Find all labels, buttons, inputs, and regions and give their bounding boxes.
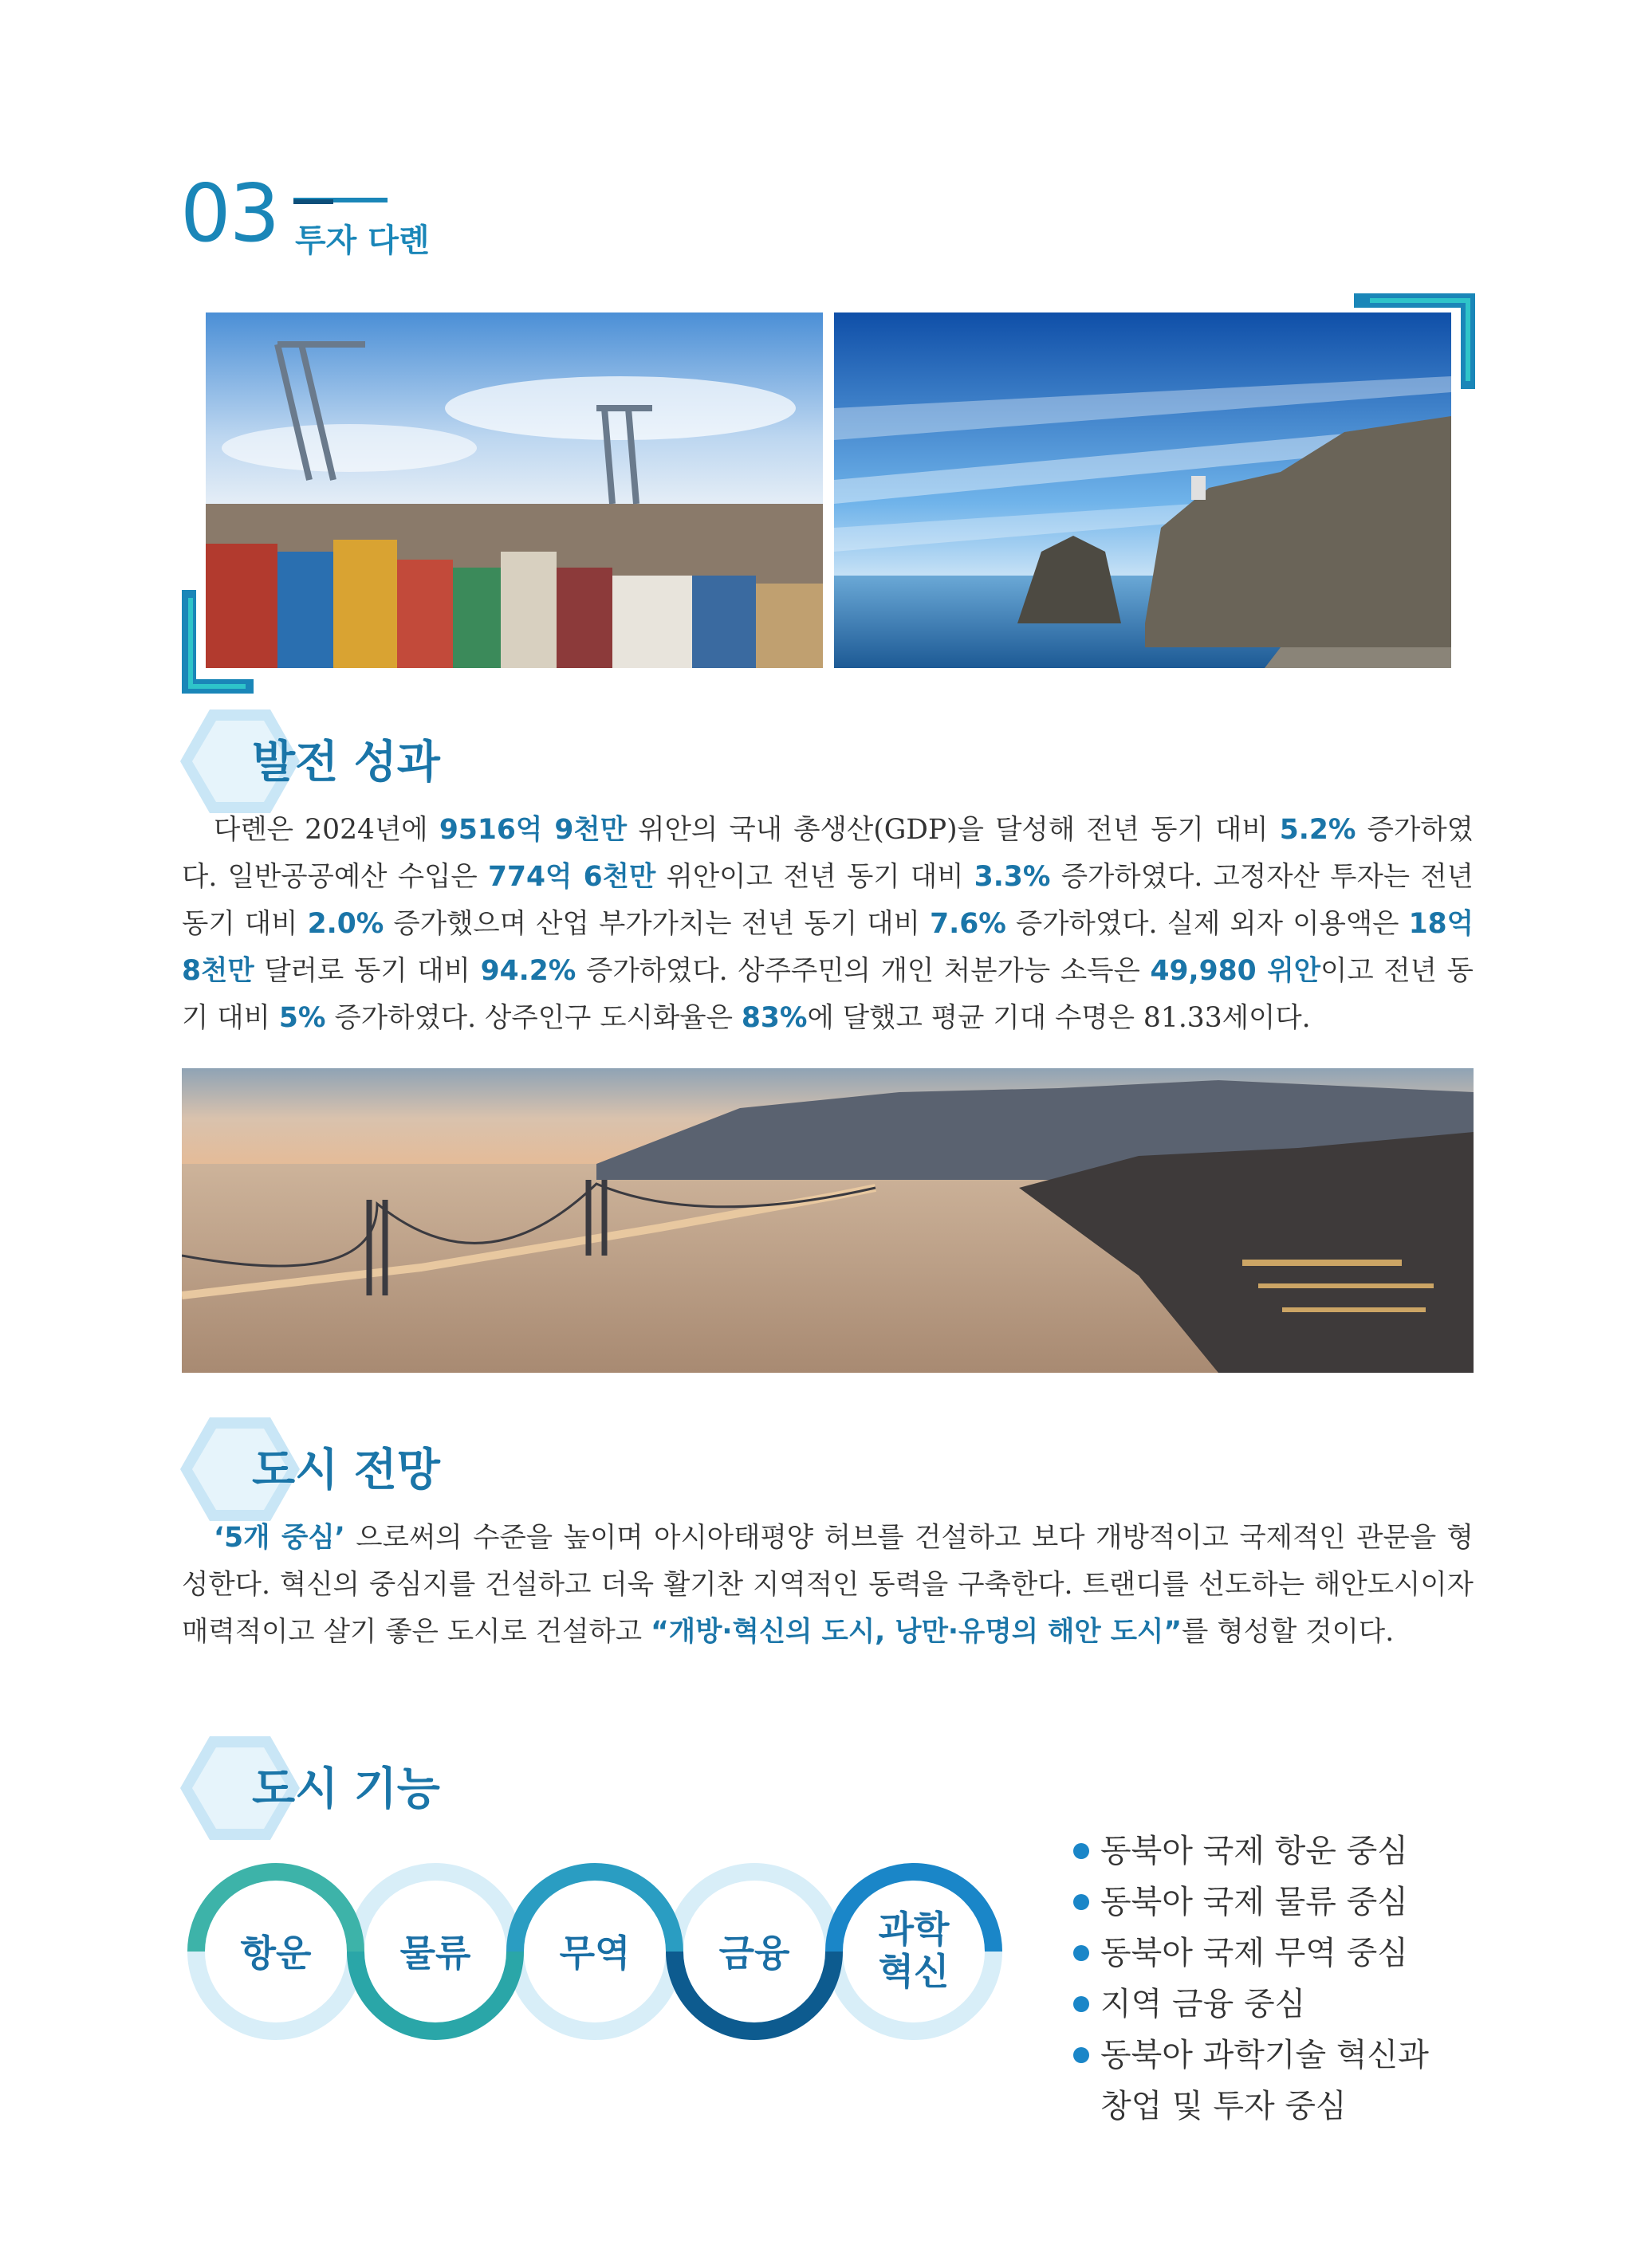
highlight-text: 94.2%: [480, 955, 576, 987]
body-text: 달러로 동기 대비: [254, 955, 481, 987]
function-bullet-list: [1068, 1826, 1429, 2132]
outlook-paragraph: [182, 1515, 1474, 1656]
list-item: 동북아 국제 항운 중심: [1068, 1826, 1429, 1877]
highlight-text: “개방·혁신의 도시, 낭만·유명의 해안 도시”: [651, 1616, 1182, 1648]
bullet-dot-icon: [1073, 1894, 1089, 1910]
list-item: 동북아 과학기술 혁신과: [1068, 2030, 1429, 2081]
body-text: 증가했으며 산업 부가가치는 전년 동기 대비: [384, 908, 931, 940]
body-text: 다롄은 2024년에: [214, 814, 439, 846]
body-text: 를 형성할 것이다.: [1182, 1616, 1395, 1648]
bullet-dot-icon: [1073, 1843, 1089, 1859]
bullet-dot-icon: [1073, 2047, 1089, 2063]
highlight-text: ‘5개 중심’: [214, 1522, 345, 1554]
list-item: 동북아 국제 무역 중심: [1068, 1928, 1429, 1979]
highlight-text: 9516억 9천만: [439, 814, 628, 846]
highlight-text: 5.2%: [1279, 814, 1356, 846]
highlight-text: 2.0%: [307, 908, 384, 940]
list-item: 지역 금융 중심: [1068, 1979, 1429, 2030]
circle-label-science-line1: 과학: [878, 1908, 950, 1951]
bullet-dot-icon: [1073, 1945, 1089, 1961]
highlight-text: 18억 8천만: [182, 908, 1474, 987]
body-text: 에 달했고 평균 기대 수명은 81.33세이다.: [807, 1002, 1311, 1034]
coastal-rock-photo: [834, 312, 1451, 668]
highlight-text: 49,980 위안: [1150, 955, 1321, 987]
body-text: 위안이고 전년 동기 대비: [655, 861, 974, 893]
port-container-photo: [206, 312, 823, 668]
highlight-text: 3.3%: [974, 861, 1051, 893]
circle-label-shipping: 항운: [240, 1932, 312, 1975]
body-text: 위안의 국내 총생산(GDP)을 달성해 전년 동기 대비: [627, 814, 1280, 846]
body-text: 증가하였다. 상주주민의 개인 처분가능 소득은: [576, 955, 1151, 987]
highlight-text: 7.6%: [930, 908, 1006, 940]
chapter-subtitle: 투자 다롄: [295, 222, 430, 259]
circle-label-science: [858, 1908, 970, 1993]
body-text: 으로써의 수준을 높이며 아시아태평양 허브를 건설하고 보다 개방적이고 국제적인 관문을 형성한다. 혁신의 중심지를 건설하고 더욱 활기찬 지역적인 동력을 구축한다. 트랜디를 선도하는 해안도시이자 매력적이고 살기 좋은 도시로 건설하고: [182, 1522, 1474, 1648]
header-rule-accent: [293, 199, 333, 204]
chapter-number: 03: [180, 167, 279, 260]
body-text: 이고 전년 동기 대비: [182, 955, 1474, 1034]
bullet-dot-icon: [1073, 1996, 1089, 2012]
bridge-panorama-photo: [182, 1068, 1474, 1373]
achievements-paragraph: [182, 807, 1474, 1042]
circle-label-logistics: 물류: [399, 1932, 471, 1975]
body-text: 증가하였다. 실제 외자 이용액은: [1005, 908, 1409, 940]
circle-label-finance: 금융: [718, 1932, 790, 1975]
body-text: 증가하였다. 고정자산 투자는 전년 동기 대비: [182, 861, 1474, 940]
highlight-text: 83%: [741, 1002, 808, 1034]
section-title-outlook: 도시 전망: [252, 1445, 440, 1496]
body-text: 증가하였다. 일반공공예산 수입은: [182, 814, 1474, 893]
body-text: 증가하였다. 상주인구 도시화율은: [325, 1002, 742, 1034]
circle-label-science-line2: 혁신: [878, 1949, 950, 1993]
highlight-text: 5%: [278, 1002, 326, 1034]
highlight-text: 774억 6천만: [487, 861, 656, 893]
circle-label-trade: 무역: [559, 1932, 631, 1975]
section-title-achievements: 발전 성과: [252, 737, 440, 788]
list-item-continuation: 창업 및 투자 중심: [1100, 2088, 1347, 2125]
list-item: 동북아 국제 물류 중심: [1068, 1877, 1429, 1928]
section-title-functions: 도시 기능: [252, 1763, 440, 1815]
